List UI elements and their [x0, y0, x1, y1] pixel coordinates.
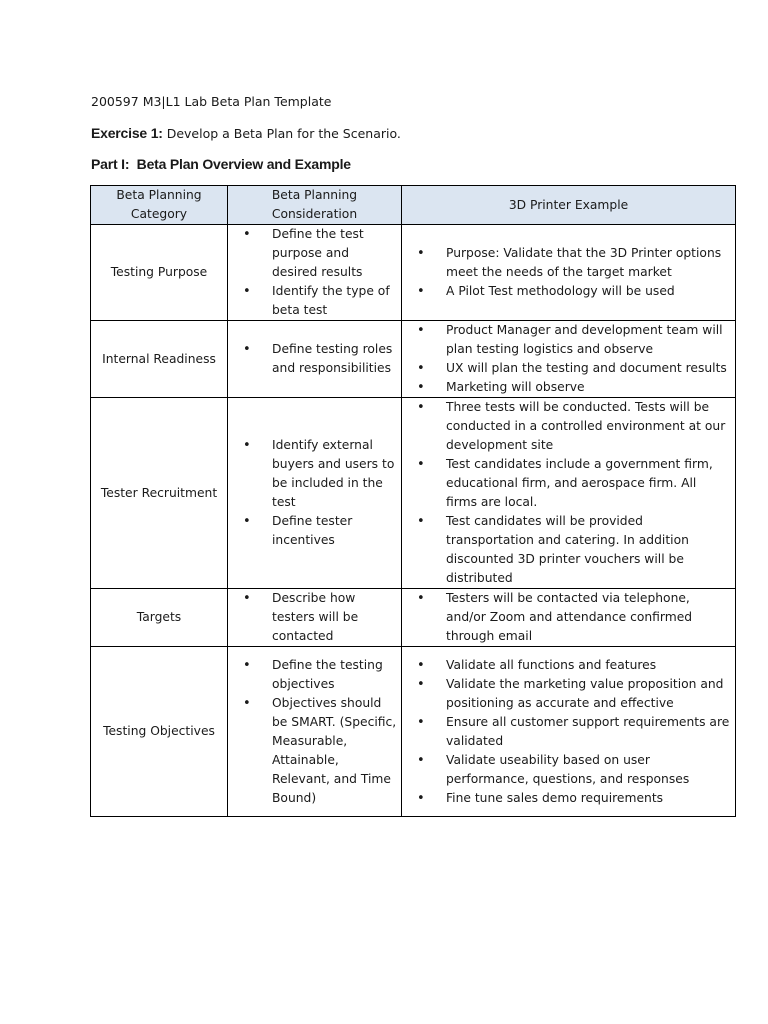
category-cell: Internal Readiness [91, 321, 228, 398]
header-category: Beta Planning Category [91, 186, 228, 225]
header-example: 3D Printer Example [402, 186, 736, 225]
example-item: • Validate the marketing value proposition and positioning as accurate and effective [402, 675, 735, 713]
table-row [91, 647, 736, 817]
table-row [91, 589, 736, 647]
example-cell [402, 225, 736, 321]
table-row [91, 321, 736, 398]
example-item: • Marketing will observe [402, 378, 735, 397]
consideration-item: • Define testing roles and responsibilities [228, 340, 401, 378]
example-item: • A Pilot Test methodology will be used [402, 282, 735, 301]
example-item: • Test candidates include a government firm, educational firm, and aerospace firm. All firms are local. [402, 455, 735, 512]
part-title: Part I: Beta Plan Overview and Example [91, 156, 351, 172]
exercise-heading [91, 124, 401, 143]
example-item: • Test candidates will be provided transportation and catering. In addition discounted 3D printer vouchers will be distributed [402, 512, 735, 588]
example-item: • Product Manager and development team will plan testing logistics and observe [402, 321, 735, 359]
example-item: • Testers will be contacted via telephone, and/or Zoom and attendance confirmed through email [402, 589, 735, 646]
consideration-cell [228, 398, 402, 589]
example-cell [402, 321, 736, 398]
consideration-item: • Describe how testers will be contacted [228, 589, 401, 646]
header-consideration: Beta Planning Consideration [228, 186, 402, 225]
consideration-item: • Define the testing objectives [228, 656, 401, 694]
consideration-cell [228, 647, 402, 817]
example-item: • Three tests will be conducted. Tests will be conducted in a controlled environment at our development site [402, 398, 735, 455]
example-item: • Fine tune sales demo requirements [402, 789, 735, 808]
consideration-item: • Identify the type of beta test [228, 282, 401, 320]
consideration-item: • Objectives should be SMART. (Specific, Measurable, Attainable, Relevant, and Time Bound) [228, 694, 401, 808]
consideration-cell [228, 225, 402, 321]
consideration-cell [228, 589, 402, 647]
example-cell [402, 398, 736, 589]
example-item: • UX will plan the testing and document results [402, 359, 735, 378]
beta-plan-table [90, 185, 736, 817]
document-id: 200597 M3|L1 Lab Beta Plan Template [91, 94, 332, 109]
exercise-text: Develop a Beta Plan for the Scenario. [162, 126, 401, 141]
consideration-item: • Define the test purpose and desired results [228, 225, 401, 282]
category-cell: Testing Objectives [91, 647, 228, 817]
table-header-row [91, 186, 736, 225]
example-item: • Validate all functions and features [402, 656, 735, 675]
category-cell: Tester Recruitment [91, 398, 228, 589]
consideration-item: • Identify external buyers and users to be included in the test [228, 436, 401, 512]
table-row [91, 398, 736, 589]
category-cell: Targets [91, 589, 228, 647]
example-cell [402, 589, 736, 647]
table-row [91, 225, 736, 321]
consideration-cell [228, 321, 402, 398]
consideration-item: • Define tester incentives [228, 512, 401, 550]
example-item: • Validate useability based on user performance, questions, and responses [402, 751, 735, 789]
example-cell [402, 647, 736, 817]
example-item: • Ensure all customer support requirements are validated [402, 713, 735, 751]
exercise-label: Exercise 1: [91, 125, 163, 141]
category-cell: Testing Purpose [91, 225, 228, 321]
example-item: • Purpose: Validate that the 3D Printer options meet the needs of the target market [402, 244, 735, 282]
